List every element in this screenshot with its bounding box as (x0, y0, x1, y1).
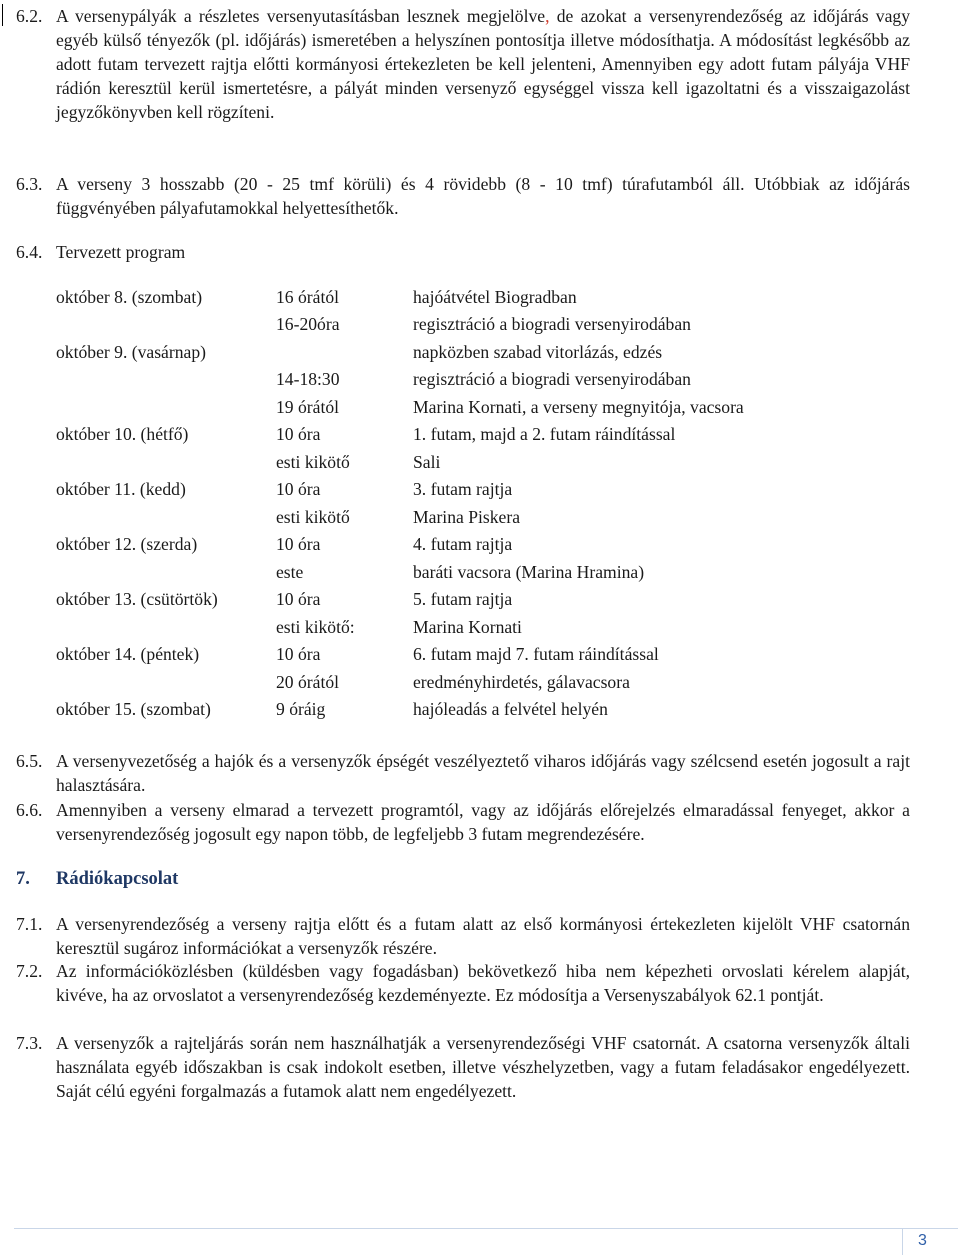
schedule-row (56, 395, 896, 422)
schedule-time: esti kikötő (276, 452, 350, 472)
footer-rule (14, 1228, 958, 1229)
paragraph-number: 6.5. (16, 751, 43, 771)
paragraph-text: A versenyzők a rajteljárás során nem használhatják a versenyrendezőségi VHF csatornát. A csatorna versenyzők általi használata egyéb időszakban is csak indokolt esetben, illetve vészhelyzetben, vagy a futam feladásakor engedélyezett. Saját célú egyéni forgalmazás a futamok alatt nem engedélyezett. (56, 1033, 910, 1101)
schedule-time: esti kikötő: (276, 617, 355, 637)
paragraph-6-2 (16, 4, 910, 124)
schedule-row (56, 642, 896, 669)
schedule-time: este (276, 562, 304, 582)
paragraph-number: 7.1. (16, 914, 43, 934)
paragraph-text: A versenyvezetőség a hajók és a versenyzők épségét veszélyeztető viharos időjárás vagy szélcsend esetén jogosult a rajt halasztására. (56, 751, 910, 795)
schedule-day: október 10. (hétfő) (56, 424, 189, 444)
schedule-time: 10 óra (276, 534, 321, 554)
paragraph-7-1 (16, 912, 910, 960)
schedule-row (56, 450, 896, 477)
paragraph-text: Amennyiben a verseny elmarad a tervezett programtól, vagy az időjárás előrejelzés elmaradással fenyeget, akkor a versenyrendezőség jogosult egy napon több, de legfeljebb 3 futam megrendezésére. (56, 800, 910, 844)
schedule-time: 10 óra (276, 479, 321, 499)
paragraph-number: 6.6. (16, 800, 43, 820)
schedule-description: Marina Kornati (413, 617, 522, 637)
page-number: 3 (918, 1232, 927, 1249)
schedule-description: eredményhirdetés, gálavacsora (413, 672, 630, 692)
schedule-row (56, 587, 896, 614)
schedule-description: Sali (413, 452, 441, 472)
paragraph-number: 7.2. (16, 961, 43, 981)
schedule-description: regisztráció a biogradi versenyirodában (413, 369, 691, 389)
schedule-description: baráti vacsora (Marina Hramina) (413, 562, 645, 582)
schedule-row (56, 285, 896, 312)
schedule-day: október 15. (szombat) (56, 699, 211, 719)
paragraph-text: A versenypályák a részletes versenyutasításban lesznek megjelölve, de azokat a versenyrendezőség az időjárás vagy egyéb külső tényezők (pl. időjárás) ismeretében a helyszínen pontosítja illetve módosíthatja. A módosítást legkésőbb az adott futam tervezett rajtja előtti kormányosi értekezleten be kell jelenteni, Amennyiben egy adott futam pályája VHF rádión keresztül kerül ismertetésre, a pályát minden versenyző egységgel vissza kell igazoltatni és a visszaigazolást jegyzőkönyvben kell rögzíteni. (56, 6, 910, 122)
schedule-time: 20 órától (276, 672, 340, 692)
schedule-row (56, 422, 896, 449)
paragraph-number: 7.3. (16, 1033, 43, 1053)
schedule-time: 10 óra (276, 424, 321, 444)
schedule-row (56, 312, 896, 339)
schedule-row (56, 615, 896, 642)
schedule-time: 9 óráig (276, 699, 326, 719)
schedule-description: Marina Kornati, a verseny megnyitója, vacsora (413, 397, 744, 417)
schedule-time: 16 órától (276, 287, 340, 307)
schedule-row (56, 340, 896, 367)
schedule-row (56, 477, 896, 504)
heading-number: 7. (16, 869, 30, 889)
schedule-description: 3. futam rajtja (413, 479, 513, 499)
paragraph-6-6 (16, 798, 910, 846)
schedule-description: 4. futam rajtja (413, 534, 513, 554)
schedule-time: 10 óra (276, 589, 321, 609)
paragraph-6-3 (16, 172, 910, 220)
schedule-description: napközben szabad vitorlázás, edzés (413, 342, 663, 362)
schedule-day: október 11. (kedd) (56, 479, 186, 499)
schedule-description: hajóátvétel Biogradban (413, 287, 577, 307)
paragraph-number: 6.2. (16, 6, 43, 26)
paragraph-7-3 (16, 1031, 910, 1103)
paragraph-7-2 (16, 959, 910, 1007)
schedule-time: 19 órától (276, 397, 340, 417)
schedule-row (56, 532, 896, 559)
paragraph-text: A verseny 3 hosszabb (20 - 25 tmf körüli) és 4 rövidebb (8 - 10 tmf) túrafutamból áll. Utóbbiak az időjárás függvényében pályafutamokkal helyettesíthetők. (56, 174, 910, 218)
footer-page-box (902, 1228, 903, 1255)
schedule-day: október 12. (szerda) (56, 534, 198, 554)
paragraph-number: 6.3. (16, 174, 43, 194)
schedule-day: október 8. (szombat) (56, 287, 203, 307)
schedule-row (56, 505, 896, 532)
schedule-row (56, 560, 896, 587)
schedule-row (56, 670, 896, 697)
paragraph-text: A versenyrendezőség a verseny rajtja előtt és a futam alatt az első kormányosi értekezleten kijelölt VHF csatornán keresztül sugároz információkat a versenyzők részére. (56, 914, 910, 958)
schedule-time: esti kikötő (276, 507, 350, 527)
schedule-description: 5. futam rajtja (413, 589, 513, 609)
section-subtitle: Tervezett program (56, 242, 186, 262)
schedule-time: 10 óra (276, 644, 321, 664)
heading-title: Rádiókapcsolat (56, 869, 179, 889)
change-bar (2, 4, 3, 26)
paragraph-6-4 (16, 240, 910, 264)
schedule-day: október 14. (péntek) (56, 644, 200, 664)
tracked-change-comma: , (545, 6, 550, 26)
schedule-description: Marina Piskera (413, 507, 520, 527)
schedule-description: hajóleadás a felvétel helyén (413, 699, 608, 719)
section-heading-7 (16, 867, 178, 891)
paragraph-number: 6.4. (16, 242, 43, 262)
schedule-row (56, 367, 896, 394)
schedule-description: 1. futam, majd a 2. futam ráindítással (413, 424, 676, 444)
paragraph-6-5 (16, 749, 910, 797)
schedule-time: 14-18:30 (276, 369, 340, 389)
schedule-description: 6. futam majd 7. futam ráindítással (413, 644, 659, 664)
schedule-row (56, 697, 896, 724)
schedule-description: regisztráció a biogradi versenyirodában (413, 314, 691, 334)
schedule-day: október 13. (csütörtök) (56, 589, 218, 609)
schedule-time: 16-20óra (276, 314, 340, 334)
paragraph-text: Az információközlésben (küldésben vagy fogadásban) bekövetkező hiba nem képezheti orvoslati kérelem alapját, kivéve, ha az orvoslatot a versenyrendezőség kezdeményezte. Ez módosítja a Versenyszabályok 62.1 pontját. (56, 961, 910, 1005)
schedule-day: október 9. (vasárnap) (56, 342, 206, 362)
